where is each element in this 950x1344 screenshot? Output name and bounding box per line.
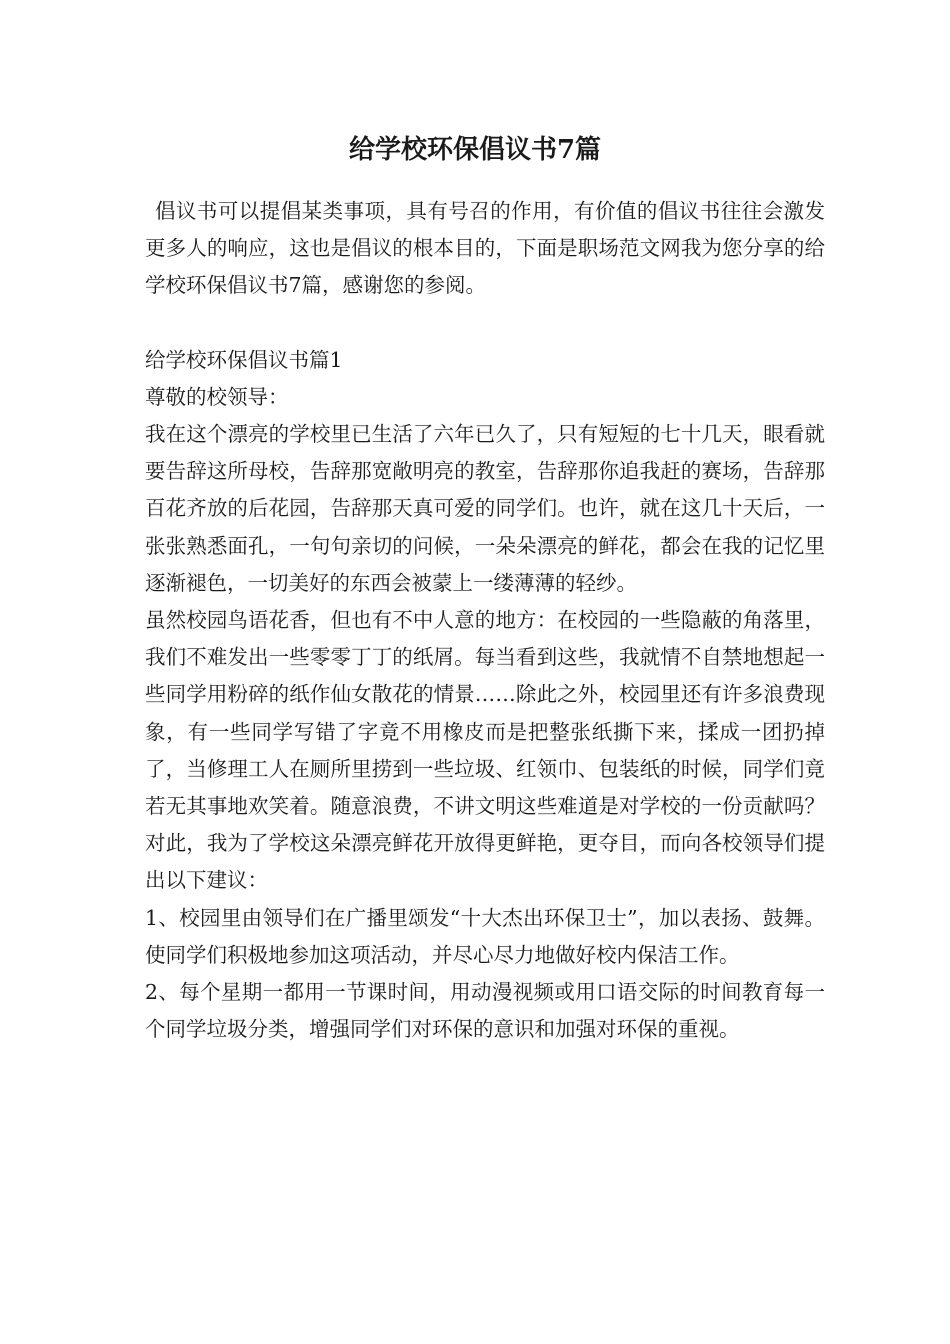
intro-paragraph: 倡议书可以提倡某类事项，具有号召的作用，有价值的倡议书往往会激发更多人的响应，这也是倡议的根本目的，下面是职场范文网我为您分享的给学校环保倡议书7篇，感谢您的参阅。 xyxy=(145,199,825,298)
body-paragraph-2: 虽然校园鸟语花香，但也有不中人意的地方：在校园的一些隐蔽的角落里，我们不难发出一些零零丁丁的纸屑。每当看到这些，我就情不自禁地想起一些同学用粉碎的纸作仙女散花的情景……除此之外，校园里还有许多浪费现象，有一些同学写错了字竟不用橡皮而是把整张纸撕下来，揉成一团扔掉了，当修理工人在厕所里捞到一些垃圾、红领巾、包装纸的时候，同学们竟若无其事地欢笑着。随意浪费，不讲文明这些难道是对学校的一份贡献吗？对此，我为了学校这朵漂亮鲜花开放得更鲜艳，更夺目，而向各校领导们提出以下建议： xyxy=(145,608,825,893)
suggestion-2: 2、每个星期一都用一节课时间，用动漫视频或用口语交际的时间教育每一个同学垃圾分类，增强同学们对环保的意识和加强对环保的重视。 xyxy=(145,980,825,1042)
document-body xyxy=(145,193,825,1048)
salutation: 尊敬的校领导： xyxy=(145,384,289,409)
paragraph-spacer xyxy=(145,305,825,342)
section-heading: 给学校环保倡议书篇1 xyxy=(145,347,343,372)
body-paragraph-1: 我在这个漂亮的学校里已生活了六年已久了，只有短短的七十几天，眼看就要告辞这所母校，告辞那宽敞明亮的教室，告辞那你追我赶的赛场，告辞那百花齐放的后花园，告辞那天真可爱的同学们。也许，就在这几十天后，一张张熟悉面孔，一句句亲切的问候，一朵朵漂亮的鲜花，都会在我的记忆里逐渐褪色，一切美好的东西会被蒙上一缕薄薄的轻纱。 xyxy=(145,422,825,595)
document-title: 给学校环保倡议书7篇 xyxy=(348,135,602,165)
suggestion-1: 1、校园里由领导们在广播里颂发“十大杰出环保卫士”，加以表扬、鼓舞。使同学们积极地参加这项活动，并尽心尽力地做好校内保洁工作。 xyxy=(145,905,825,967)
